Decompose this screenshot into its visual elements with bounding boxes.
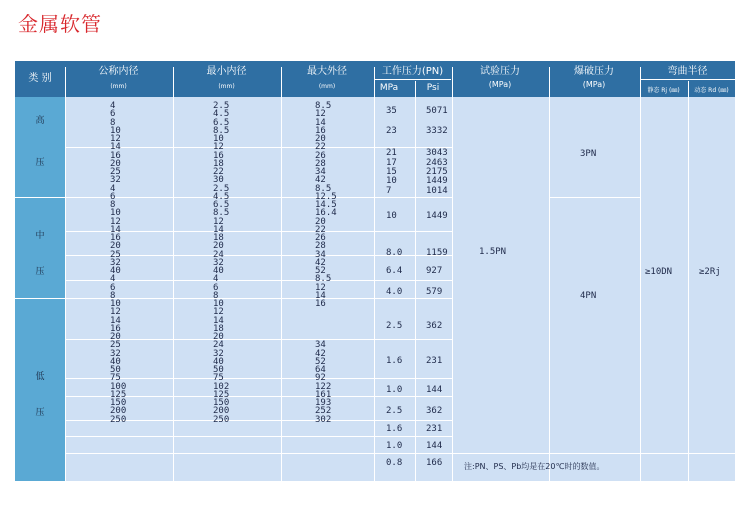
header-burst: 爆破压力	[574, 66, 614, 77]
diameter-value: 50	[110, 365, 121, 375]
diameter-value: 4	[110, 183, 116, 194]
diameter-value: 12	[213, 142, 224, 153]
header-nominal: 公称内径	[98, 66, 139, 77]
diameter-value: 30	[213, 175, 224, 186]
diameter-value: 42	[315, 348, 326, 359]
diameter-value: 6	[110, 191, 116, 202]
pressure-mpa: 4.0	[386, 287, 403, 297]
pressure-psi: 1159	[426, 248, 448, 258]
diameter-value: 42	[315, 175, 326, 186]
diameter-value: 20	[110, 241, 121, 252]
pressure-psi: 144	[426, 385, 443, 395]
diameter-value: 20	[213, 332, 224, 342]
diameter-value: 2.5	[213, 183, 230, 194]
diameter-value: 26	[315, 150, 326, 161]
category-low-1: 低	[35, 372, 45, 382]
pressure-psi: 579	[426, 287, 443, 297]
diameter-value: 12	[213, 307, 224, 318]
header-pressure: 工作压力(PN)	[381, 66, 444, 77]
diameter-value: 302	[315, 414, 332, 425]
diameter-value: 6.5	[213, 117, 230, 128]
spec-table	[15, 61, 735, 481]
diameter-value: 125	[110, 389, 127, 400]
grid-line	[374, 67, 375, 481]
diameter-value: 12	[315, 282, 326, 293]
diameter-value: 42	[315, 257, 326, 268]
pressure-mpa: 35	[386, 106, 397, 116]
diameter-value: 8.5	[315, 101, 332, 111]
pressure-psi: 3043	[426, 148, 448, 158]
diameter-value: 6	[110, 282, 116, 293]
diameter-value: 34	[315, 249, 326, 260]
pressure-mpa: 1.0	[386, 385, 403, 395]
pressure-psi: 3332	[426, 126, 448, 136]
diameter-value: 4	[110, 101, 116, 111]
diameter-value: 18	[213, 158, 224, 169]
category-low-2: 压	[35, 408, 45, 418]
category-high-1: 高	[35, 116, 45, 126]
pressure-mpa: 10	[386, 211, 397, 221]
header-mpa: MPa	[379, 83, 399, 93]
diameter-value: 64	[315, 365, 326, 375]
header-min-inner: 最小内径	[206, 66, 247, 77]
diameter-value: 193	[315, 398, 332, 408]
diameter-value: 32	[213, 257, 224, 268]
diameter-value: 34	[315, 167, 326, 177]
diameter-value: 12	[315, 109, 326, 120]
diameter-value: 14	[315, 290, 326, 301]
diameter-value: 52	[315, 356, 326, 367]
diameter-value: 40	[110, 266, 121, 276]
pressure-psi: 231	[426, 356, 443, 366]
diameter-value: 18	[213, 233, 224, 243]
pressure-mpa: 6.4	[386, 266, 403, 276]
diameter-value: 8.5	[315, 183, 332, 194]
diameter-value: 20	[315, 216, 326, 227]
diameter-value: 20	[110, 332, 121, 342]
pressure-psi: 231	[426, 424, 443, 434]
diameter-value: 252	[315, 406, 332, 417]
header-category: 类 别	[28, 73, 52, 84]
pressure-mpa: 2.5	[386, 406, 403, 416]
bend-dynamic-value: ≥2Rj	[699, 267, 721, 277]
diameter-value: 6	[213, 282, 219, 293]
burst-divider	[549, 197, 640, 198]
diameter-value: 250	[110, 414, 127, 425]
diameter-value: 28	[315, 158, 326, 169]
category-mid-2: 压	[35, 267, 45, 277]
pressure-psi: 166	[426, 458, 443, 468]
pressure-mpa: 1.6	[386, 356, 403, 366]
header-burst-unit: (MPa)	[582, 80, 606, 89]
diameter-value: 12	[110, 307, 121, 318]
header-max-outer: 最大外径	[307, 66, 347, 77]
diameter-value: 12	[213, 216, 224, 227]
pressure-mpa: 23	[386, 126, 397, 136]
diameter-value: 22	[213, 167, 224, 177]
diameter-value: 16	[110, 150, 121, 161]
diameter-value: 125	[213, 389, 230, 400]
header-min-inner-unit: (mm)	[218, 83, 235, 90]
diameter-value: 16	[315, 125, 326, 136]
diameter-value: 75	[213, 373, 224, 384]
diameter-value: 200	[110, 406, 127, 417]
page-title: 金属软管	[18, 12, 102, 36]
diameter-value: 12	[110, 134, 121, 144]
diameter-value: 16	[315, 299, 326, 309]
diameter-value: 32	[213, 348, 224, 359]
diameter-value: 14	[110, 142, 121, 153]
diameter-value: 161	[315, 389, 332, 400]
diameter-value: 40	[213, 356, 224, 367]
diameter-value: 150	[110, 398, 127, 408]
pressure-mpa: 0.8	[386, 458, 403, 468]
diameter-value: 24	[213, 249, 224, 260]
header-test: 试验压力	[480, 66, 520, 77]
header-bend-static: 静态 Rj (㎜)	[647, 87, 680, 94]
diameter-value: 10	[110, 299, 121, 309]
diameter-value: 14	[110, 315, 121, 326]
diameter-value: 32	[110, 257, 121, 268]
group-divider	[65, 453, 452, 454]
category-mid-1: 中	[35, 231, 45, 241]
diameter-value: 16	[213, 150, 224, 161]
diameter-value: 40	[213, 266, 224, 276]
diameter-value: 25	[110, 340, 121, 351]
diameter-value: 10	[213, 299, 224, 309]
diameter-value: 8.5	[315, 274, 332, 285]
diameter-value: 24	[213, 340, 224, 351]
diameter-value: 22	[315, 224, 326, 235]
diameter-value: 14.5	[315, 200, 337, 210]
diameter-value: 14	[213, 315, 224, 326]
grid-line	[415, 81, 416, 481]
diameter-value: 50	[213, 365, 224, 375]
burst-pressure-low: 4PN	[580, 291, 597, 301]
diameter-value: 10	[110, 125, 121, 136]
diameter-value: 14	[315, 117, 326, 128]
pressure-psi: 1449	[426, 211, 448, 221]
test-pressure: 1.5PN	[479, 247, 507, 257]
pressure-psi: 362	[426, 406, 443, 416]
diameter-value: 20	[315, 134, 326, 144]
header-divider	[374, 79, 451, 80]
diameter-value: 10	[213, 134, 224, 144]
diameter-value: 52	[315, 266, 326, 276]
grid-line	[452, 67, 453, 481]
pressure-mpa: 1.0	[386, 441, 403, 451]
grid-line	[688, 81, 689, 481]
footnote: 注:PN、PS、Pb均是在20℃时的数值。	[464, 462, 605, 471]
diameter-value: 22	[315, 142, 326, 153]
diameter-value: 8	[110, 117, 116, 128]
pressure-mpa: 21	[386, 148, 397, 158]
pressure-psi: 144	[426, 441, 443, 451]
diameter-value: 75	[110, 373, 121, 384]
diameter-value: 4	[213, 274, 219, 285]
bend-static-value: ≥10DN	[645, 267, 673, 277]
diameter-value: 8.5	[213, 125, 230, 136]
max-outer-diameter-list	[315, 102, 337, 424]
diameter-value: 92	[315, 373, 326, 384]
diameter-value: 102	[213, 381, 230, 392]
header-psi: Psi	[426, 83, 440, 93]
min-inner-diameter-list	[213, 102, 229, 424]
section-divider	[15, 197, 452, 198]
diameter-value: 16	[110, 233, 121, 243]
diameter-value: 4.5	[213, 191, 230, 202]
diameter-value: 6	[110, 109, 116, 120]
pressure-mpa: 7	[386, 186, 392, 196]
diameter-value: 26	[315, 233, 326, 243]
pressure-mpa: 2.5	[386, 321, 403, 331]
diameter-value: 40	[110, 356, 121, 367]
diameter-value: 8	[110, 290, 116, 301]
diameter-value: 14	[110, 224, 121, 235]
pressure-mpa: 1.6	[386, 424, 403, 434]
header-divider	[640, 79, 735, 80]
nominal-diameter-list	[110, 102, 126, 424]
pressure-psi: 2175	[426, 167, 448, 177]
diameter-value: 250	[213, 414, 230, 425]
diameter-value: 16.4	[315, 208, 337, 219]
header-max-outer-unit: (mm)	[318, 83, 336, 90]
pressure-mpa: 10	[386, 176, 397, 186]
diameter-value: 25	[110, 167, 121, 177]
diameter-value: 8.5	[213, 208, 230, 219]
diameter-value: 20	[110, 158, 121, 169]
grid-line	[549, 67, 550, 481]
header-nominal-unit: (mm)	[110, 83, 127, 90]
pressure-mpa: 15	[386, 167, 397, 177]
pressure-psi: 5071	[426, 106, 448, 116]
grid-line	[65, 67, 66, 481]
diameter-value: 28	[315, 241, 326, 252]
section-divider	[15, 298, 452, 299]
diameter-value: 18	[213, 323, 224, 334]
pressure-mpa: 8.0	[386, 248, 403, 258]
grid-line	[281, 67, 282, 481]
category-high-2: 压	[35, 158, 45, 168]
diameter-value: 14	[213, 224, 224, 235]
diameter-value: 200	[213, 406, 230, 417]
pressure-psi: 1449	[426, 176, 448, 186]
diameter-value: 100	[110, 381, 127, 392]
diameter-value: 122	[315, 381, 332, 392]
diameter-value: 150	[213, 398, 230, 408]
diameter-value: 10	[110, 208, 121, 219]
diameter-value: 32	[110, 175, 121, 186]
diameter-value: 6.5	[213, 200, 230, 210]
diameter-value: 4	[110, 274, 116, 285]
group-divider	[65, 436, 452, 437]
grid-line	[173, 67, 174, 481]
diameter-value: 16	[110, 323, 121, 334]
header-bend-dynamic: 动态 Rd (㎜)	[694, 87, 729, 94]
diameter-value: 2.5	[213, 101, 230, 111]
pressure-mpa: 17	[386, 158, 397, 168]
diameter-value: 4.5	[213, 109, 230, 120]
diameter-value: 12.5	[315, 191, 337, 202]
diameter-value: 34	[315, 340, 326, 351]
diameter-value: 8	[110, 200, 116, 210]
burst-pressure-high: 3PN	[580, 149, 597, 159]
diameter-value: 25	[110, 249, 121, 260]
diameter-value: 12	[110, 216, 121, 227]
header-test-unit: (MPa)	[488, 80, 512, 89]
pressure-psi: 927	[426, 266, 443, 276]
pressure-psi: 1014	[426, 186, 448, 196]
grid-line	[640, 67, 641, 481]
pressure-psi: 2463	[426, 158, 448, 168]
header-bend: 弯曲半径	[667, 66, 708, 77]
diameter-value: 8	[213, 290, 219, 301]
note-divider	[452, 453, 735, 454]
diameter-value: 20	[213, 241, 224, 252]
diameter-value: 32	[110, 348, 121, 359]
pressure-psi: 362	[426, 321, 443, 331]
